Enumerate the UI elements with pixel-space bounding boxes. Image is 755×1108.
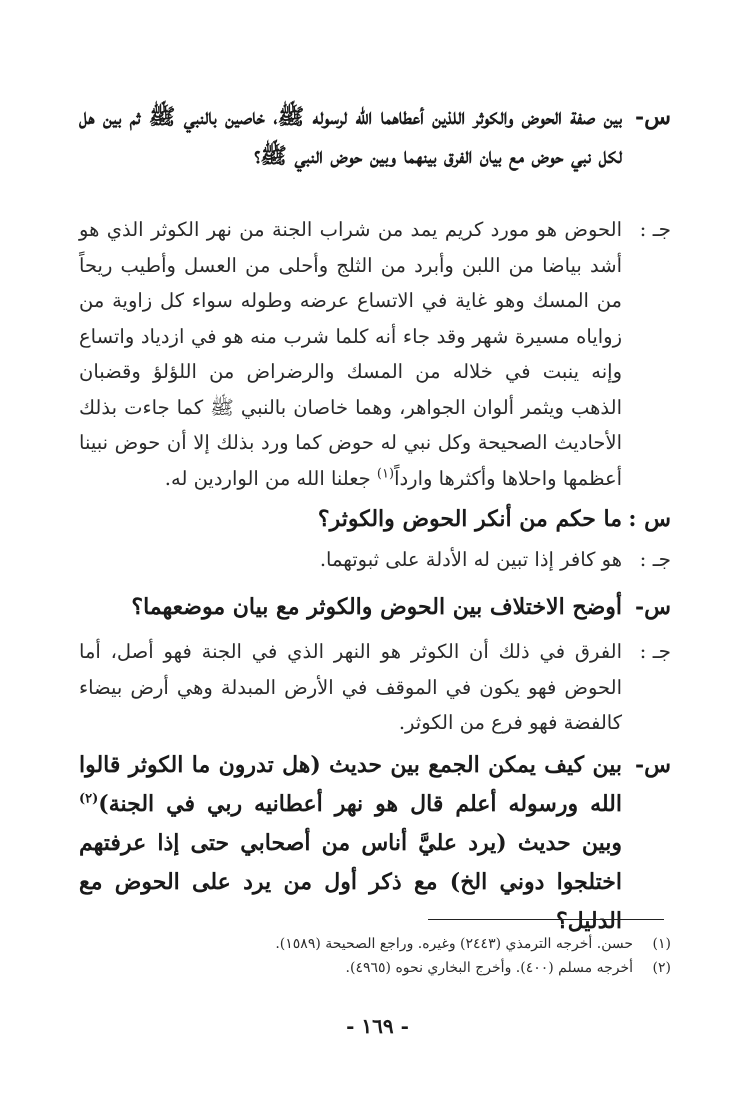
- question-text: بين صفة الحوض والكوثر اللذين أعطاهما الله لرسوله ﷺ، خاصين بالنبي ﷺ ثم بين هل لكل نبي حوض مع بيان الفرق بينهما وبين حوض النبي ﷺ؟: [79, 104, 622, 169]
- question-label: س-: [635, 104, 671, 130]
- footnote-1: [71, 934, 671, 954]
- footnote-text: أخرجه مسلم (٤٠٠). وأخرج البخاري نحوه (٤٩٦٥).: [345, 960, 633, 976]
- footnote-ref-1[interactable]: (١): [376, 466, 395, 481]
- answer-label: جـ :: [639, 217, 671, 241]
- footnote-text: حسن. أخرجه الترمذي (٢٤٤٣) وغيره. وراجع الصحيحة (١٥٨٩).: [275, 936, 633, 952]
- question-label: س :: [628, 506, 671, 532]
- footnote-ref-2[interactable]: (٢): [79, 791, 99, 807]
- question-label: س-: [635, 752, 671, 778]
- answer-text: هو كافر إذا تبين له الأدلة على ثبوتهما.: [319, 548, 622, 571]
- question-label: س-: [635, 594, 671, 620]
- footnote-number: (١): [652, 936, 671, 952]
- footnote-2: [71, 958, 671, 978]
- question-text: أوضح الاختلاف بين الحوض والكوثر مع بيان موضعهما؟: [131, 594, 622, 620]
- answer-text: الحوض هو مورد كريم يمد من شراب الجنة من نهر الكوثر الذي هو أشد بياضا من اللبن وأبرد من الثلج وأحلى من العسل وأطيب ريحاً من المسك وهو غاية في الاتساع عرضه وطوله سواء كل زاوية من زواياه مسيرة شهر وقد جاء أنه كلما شرب منه هو في ازدياد واتساع وإنه ينبت في خلاله من المسك والرضراض من اللؤلؤ وقضبان الذهب ويثمر ألوان الجواهر، وهما خاصان بالنبي ﷺ كما جاءت بذلك الأحاديث الصحيحة وكل نبي له حوض كما ورد بذلك إلا أن حوض نبينا أعظمها واحلاها وأكثرها وارداً$^{(١)}$ جعلنا الله من الواردين له.: [79, 218, 622, 490]
- question-text: ما حكم من أنكر الحوض والكوثر؟: [317, 506, 622, 532]
- answer-label: جـ :: [639, 547, 671, 571]
- page-number: - ١٦٩ -: [346, 1014, 409, 1038]
- footnote-divider: [428, 919, 664, 920]
- question-text: بين كيف يمكن الجمع بين حديث (هل تدرون ما الكوثر قالوا الله ورسوله أعلم قال هو نهر أعطانيه ربي في الجنة)$^{(٢)}$ وبين حديث (يرد عليَّ أناس من أصحابي حتى إذا عرفتهم اختلجوا دوني الخ) مع ذكر أول من يرد على الحوض مع الدليل؟: [79, 752, 622, 934]
- answer-text: الفرق في ذلك أن الكوثر هو النهر الذي في الجنة فهو أصل، أما الحوض فهو يكون في الموقف في الأرض المبدلة وهي أرض بيضاء كالفضة فهو فرع من الكوثر.: [79, 640, 622, 734]
- answer-label: جـ :: [639, 639, 671, 663]
- footnote-number: (٢): [652, 960, 671, 976]
